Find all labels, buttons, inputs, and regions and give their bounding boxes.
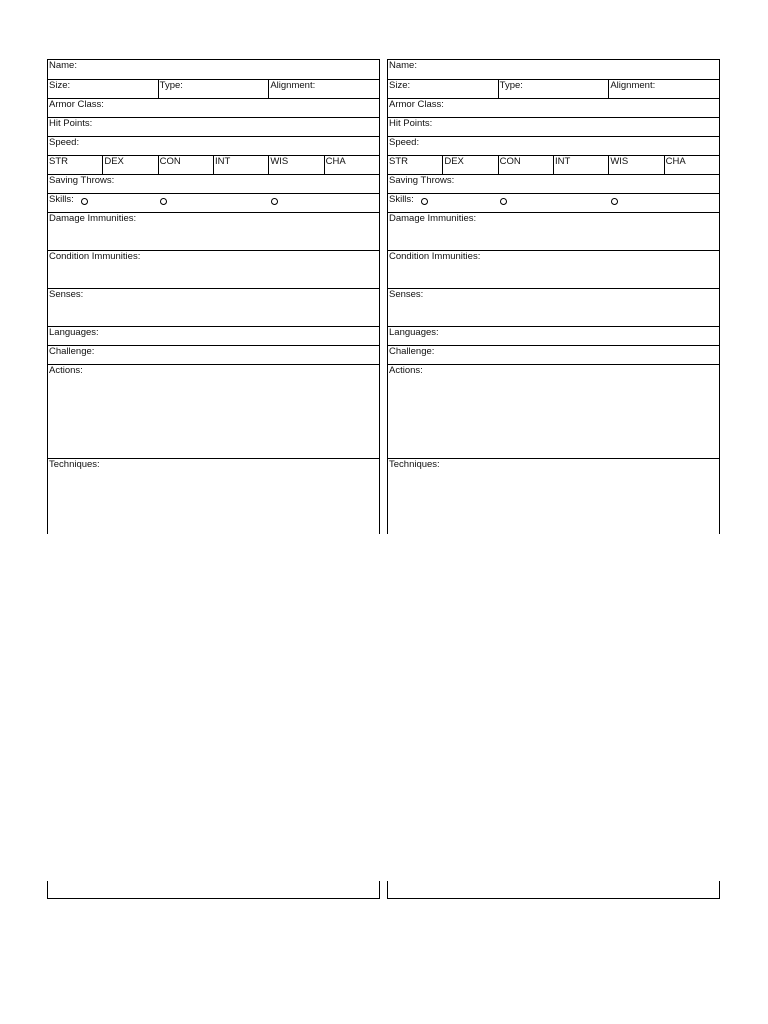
actions-field[interactable] bbox=[48, 365, 379, 459]
stat-block-form bbox=[47, 59, 380, 534]
stat-block-sheet-left bbox=[47, 59, 380, 534]
damage-immunities-label: Damage Immunities: bbox=[389, 213, 477, 224]
ability-str-label: STR bbox=[389, 156, 408, 167]
alignment-field[interactable] bbox=[609, 80, 719, 98]
damage-immunities-label: Damage Immunities: bbox=[49, 213, 137, 224]
skills-field bbox=[388, 194, 719, 213]
type-label: Type: bbox=[499, 80, 523, 91]
armor-class-label: Armor Class: bbox=[389, 99, 444, 110]
senses-field[interactable] bbox=[48, 289, 379, 327]
ability-con-label: CON bbox=[499, 156, 521, 167]
hit-points-label: Hit Points: bbox=[389, 118, 433, 129]
ability-cha-field[interactable] bbox=[665, 156, 719, 174]
size-label: Size: bbox=[389, 80, 411, 91]
saving-throws-field[interactable] bbox=[48, 175, 379, 194]
alignment-label: Alignment: bbox=[270, 80, 316, 91]
skill-radio-1-icon[interactable] bbox=[81, 198, 88, 205]
alignment-field[interactable] bbox=[269, 80, 379, 98]
saving-throws-label: Saving Throws: bbox=[49, 175, 115, 186]
actions-field[interactable] bbox=[388, 365, 719, 459]
type-field[interactable] bbox=[499, 80, 610, 98]
ability-wis-field[interactable] bbox=[609, 156, 664, 174]
senses-label: Senses: bbox=[389, 289, 424, 300]
challenge-field[interactable] bbox=[388, 346, 719, 365]
speed-label: Speed: bbox=[389, 137, 420, 148]
hit-points-label: Hit Points: bbox=[49, 118, 93, 129]
hit-points-field[interactable] bbox=[48, 118, 379, 137]
techniques-label: Techniques: bbox=[49, 459, 100, 470]
size-type-alignment-row bbox=[388, 80, 719, 99]
sheet-bottom-edge bbox=[47, 881, 380, 899]
stat-block-form bbox=[387, 59, 720, 534]
ability-int-label: INT bbox=[214, 156, 231, 167]
speed-label: Speed: bbox=[49, 137, 80, 148]
ability-int-field[interactable] bbox=[214, 156, 269, 174]
condition-immunities-label: Condition Immunities: bbox=[389, 251, 481, 262]
ability-dex-label: DEX bbox=[104, 156, 124, 167]
size-type-alignment-row bbox=[48, 80, 379, 99]
ability-con-field[interactable] bbox=[499, 156, 554, 174]
languages-field[interactable] bbox=[388, 327, 719, 346]
skill-radio-3-icon[interactable] bbox=[611, 198, 618, 205]
skills-label: Skills: bbox=[389, 194, 414, 205]
actions-label: Actions: bbox=[389, 365, 423, 376]
name-label: Name: bbox=[49, 60, 77, 71]
size-label: Size: bbox=[49, 80, 71, 91]
challenge-field[interactable] bbox=[48, 346, 379, 365]
ability-scores-row bbox=[48, 156, 379, 175]
techniques-label: Techniques: bbox=[389, 459, 440, 470]
size-field[interactable] bbox=[388, 80, 499, 98]
ability-int-label: INT bbox=[554, 156, 571, 167]
name-field[interactable] bbox=[48, 60, 379, 80]
ability-wis-field[interactable] bbox=[269, 156, 324, 174]
techniques-field[interactable] bbox=[48, 459, 379, 534]
stat-block-sheet-right bbox=[387, 59, 720, 534]
saving-throws-field[interactable] bbox=[388, 175, 719, 194]
languages-label: Languages: bbox=[49, 327, 99, 338]
skill-radio-2-icon[interactable] bbox=[160, 198, 167, 205]
ability-cha-label: CHA bbox=[665, 156, 686, 167]
armor-class-field[interactable] bbox=[388, 99, 719, 118]
languages-label: Languages: bbox=[389, 327, 439, 338]
damage-immunities-field[interactable] bbox=[48, 213, 379, 251]
skills-label: Skills: bbox=[49, 194, 74, 205]
sheet-bottom-edge bbox=[387, 881, 720, 899]
condition-immunities-label: Condition Immunities: bbox=[49, 251, 141, 262]
armor-class-label: Armor Class: bbox=[49, 99, 104, 110]
speed-field[interactable] bbox=[48, 137, 379, 156]
senses-field[interactable] bbox=[388, 289, 719, 327]
saving-throws-label: Saving Throws: bbox=[389, 175, 455, 186]
ability-dex-field[interactable] bbox=[443, 156, 498, 174]
ability-con-label: CON bbox=[159, 156, 181, 167]
hit-points-field[interactable] bbox=[388, 118, 719, 137]
skills-field bbox=[48, 194, 379, 213]
speed-field[interactable] bbox=[388, 137, 719, 156]
ability-str-label: STR bbox=[49, 156, 68, 167]
size-field[interactable] bbox=[48, 80, 159, 98]
armor-class-field[interactable] bbox=[48, 99, 379, 118]
ability-scores-row bbox=[388, 156, 719, 175]
challenge-label: Challenge: bbox=[389, 346, 435, 357]
skill-radio-3-icon[interactable] bbox=[271, 198, 278, 205]
ability-cha-field[interactable] bbox=[325, 156, 379, 174]
skill-radio-1-icon[interactable] bbox=[421, 198, 428, 205]
alignment-label: Alignment: bbox=[610, 80, 656, 91]
type-label: Type: bbox=[159, 80, 183, 91]
condition-immunities-field[interactable] bbox=[388, 251, 719, 289]
damage-immunities-field[interactable] bbox=[388, 213, 719, 251]
actions-label: Actions: bbox=[49, 365, 83, 376]
ability-str-field[interactable] bbox=[388, 156, 443, 174]
ability-con-field[interactable] bbox=[159, 156, 214, 174]
challenge-label: Challenge: bbox=[49, 346, 95, 357]
languages-field[interactable] bbox=[48, 327, 379, 346]
ability-wis-label: WIS bbox=[610, 156, 629, 167]
ability-dex-field[interactable] bbox=[103, 156, 158, 174]
techniques-field[interactable] bbox=[388, 459, 719, 534]
name-field[interactable] bbox=[388, 60, 719, 80]
skill-radio-2-icon[interactable] bbox=[500, 198, 507, 205]
name-label: Name: bbox=[389, 60, 417, 71]
senses-label: Senses: bbox=[49, 289, 84, 300]
condition-immunities-field[interactable] bbox=[48, 251, 379, 289]
ability-str-field[interactable] bbox=[48, 156, 103, 174]
ability-cha-label: CHA bbox=[325, 156, 346, 167]
ability-wis-label: WIS bbox=[270, 156, 289, 167]
ability-dex-label: DEX bbox=[444, 156, 464, 167]
ability-int-field[interactable] bbox=[554, 156, 609, 174]
type-field[interactable] bbox=[159, 80, 270, 98]
